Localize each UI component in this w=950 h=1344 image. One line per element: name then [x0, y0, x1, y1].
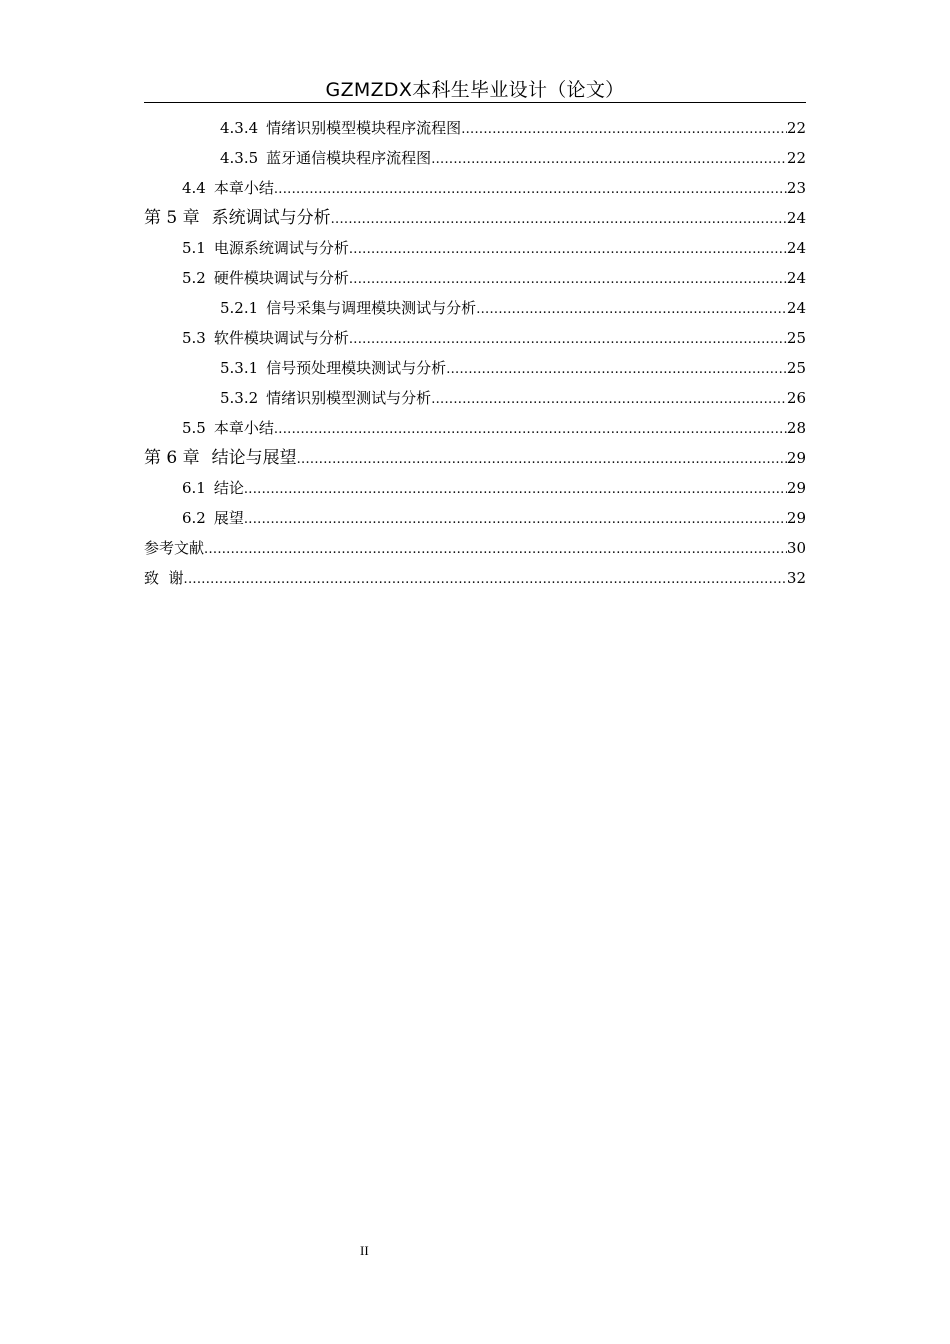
toc-dot-leader — [461, 117, 787, 143]
toc-entry-title: 结论 — [213, 479, 244, 497]
toc-entry-page: 23 — [786, 179, 806, 197]
toc-entry[interactable] — [144, 533, 806, 563]
toc-entry-page: 30 — [786, 539, 806, 557]
toc-entry-title: 系统调试与分析 — [211, 208, 331, 228]
toc-entry[interactable] — [144, 263, 806, 293]
toc-entry-number: 5.3.1 — [220, 359, 259, 377]
toc-entry-number: 5.3 — [182, 329, 206, 347]
toc-entry-title: 蓝牙通信模块程序流程图 — [266, 149, 432, 167]
toc-dot-leader — [349, 327, 787, 353]
toc-entry-number: 5.1 — [182, 239, 206, 257]
toc-entry-title: 情绪识别模型测试与分析 — [266, 389, 432, 407]
toc-dot-leader — [244, 507, 787, 533]
toc-entry-page: 24 — [786, 269, 806, 287]
toc-entry[interactable] — [144, 233, 806, 263]
page-number: II — [360, 1243, 369, 1258]
toc-entry-number: 5.2 — [182, 269, 206, 287]
toc-entry-number: 5.2.1 — [220, 299, 259, 317]
toc-entry-number: 4.4 — [182, 179, 206, 197]
toc-entry-title: 致 谢 — [144, 569, 184, 587]
toc-entry-page: 24 — [786, 239, 806, 257]
toc-dot-leader — [204, 537, 787, 563]
toc-entry-page: 22 — [786, 119, 806, 137]
toc-entry[interactable] — [144, 473, 806, 503]
toc-entry-number: 5.5 — [182, 419, 206, 437]
toc-entry-title: 电源系统调试与分析 — [213, 239, 349, 257]
toc-entry-page: 22 — [786, 149, 806, 167]
toc-entry-title: 参考文献 — [144, 539, 205, 557]
toc-dot-leader — [297, 447, 787, 473]
toc-entry-number: 第 5 章 — [144, 208, 200, 228]
toc-entry-title: 展望 — [213, 509, 244, 527]
toc-entry[interactable] — [144, 503, 806, 533]
toc-entry-page: 28 — [786, 419, 806, 437]
toc-entry[interactable] — [144, 203, 806, 233]
table-of-contents — [144, 113, 806, 593]
toc-entry[interactable] — [144, 113, 806, 143]
toc-dot-leader — [274, 417, 787, 443]
toc-entry-page: 24 — [786, 209, 806, 227]
toc-entry[interactable] — [144, 353, 806, 383]
toc-entry-number: 5.3.2 — [220, 389, 259, 407]
toc-entry[interactable] — [144, 173, 806, 203]
toc-entry-page: 29 — [786, 479, 806, 497]
toc-entry-page: 29 — [786, 509, 806, 527]
toc-entry-number: 4.3.4 — [220, 119, 259, 137]
toc-dot-leader — [431, 387, 787, 413]
toc-entry-number: 6.2 — [182, 509, 206, 527]
toc-dot-leader — [274, 177, 787, 203]
toc-entry-page: 25 — [786, 329, 806, 347]
toc-entry-number: 4.3.5 — [220, 149, 259, 167]
toc-entry-page: 29 — [786, 449, 806, 467]
toc-entry-page: 32 — [786, 569, 806, 587]
page-header-title: GZMZDX本科生毕业设计（论文） — [325, 79, 625, 101]
toc-dot-leader — [184, 567, 787, 593]
toc-entry-page: 24 — [786, 299, 806, 317]
toc-entry-title: 结论与展望 — [211, 448, 297, 468]
toc-dot-leader — [349, 237, 787, 263]
toc-dot-leader — [349, 267, 787, 293]
toc-entry[interactable] — [144, 413, 806, 443]
toc-dot-leader — [476, 297, 787, 323]
toc-entry-page: 25 — [786, 359, 806, 377]
toc-entry-number: 第 6 章 — [144, 448, 200, 468]
toc-entry[interactable] — [144, 293, 806, 323]
toc-entry-title: 信号采集与调理模块测试与分析 — [266, 299, 477, 317]
toc-dot-leader — [446, 357, 787, 383]
toc-entry-title: 本章小结 — [213, 179, 274, 197]
header-rule — [144, 102, 806, 103]
toc-entry[interactable] — [144, 143, 806, 173]
toc-dot-leader — [431, 147, 787, 173]
toc-entry[interactable] — [144, 383, 806, 413]
toc-entry[interactable] — [144, 323, 806, 353]
toc-dot-leader — [331, 207, 787, 233]
toc-entry-title: 本章小结 — [213, 419, 274, 437]
toc-entry[interactable] — [144, 443, 806, 473]
toc-entry-title: 情绪识别模型模块程序流程图 — [266, 119, 462, 137]
toc-entry-number: 6.1 — [182, 479, 206, 497]
toc-entry-title: 信号预处理模块测试与分析 — [266, 359, 447, 377]
toc-entry[interactable] — [144, 563, 806, 593]
toc-entry-page: 26 — [786, 389, 806, 407]
toc-entry-title: 硬件模块调试与分析 — [213, 269, 349, 287]
toc-dot-leader — [244, 477, 787, 503]
toc-entry-title: 软件模块调试与分析 — [213, 329, 349, 347]
